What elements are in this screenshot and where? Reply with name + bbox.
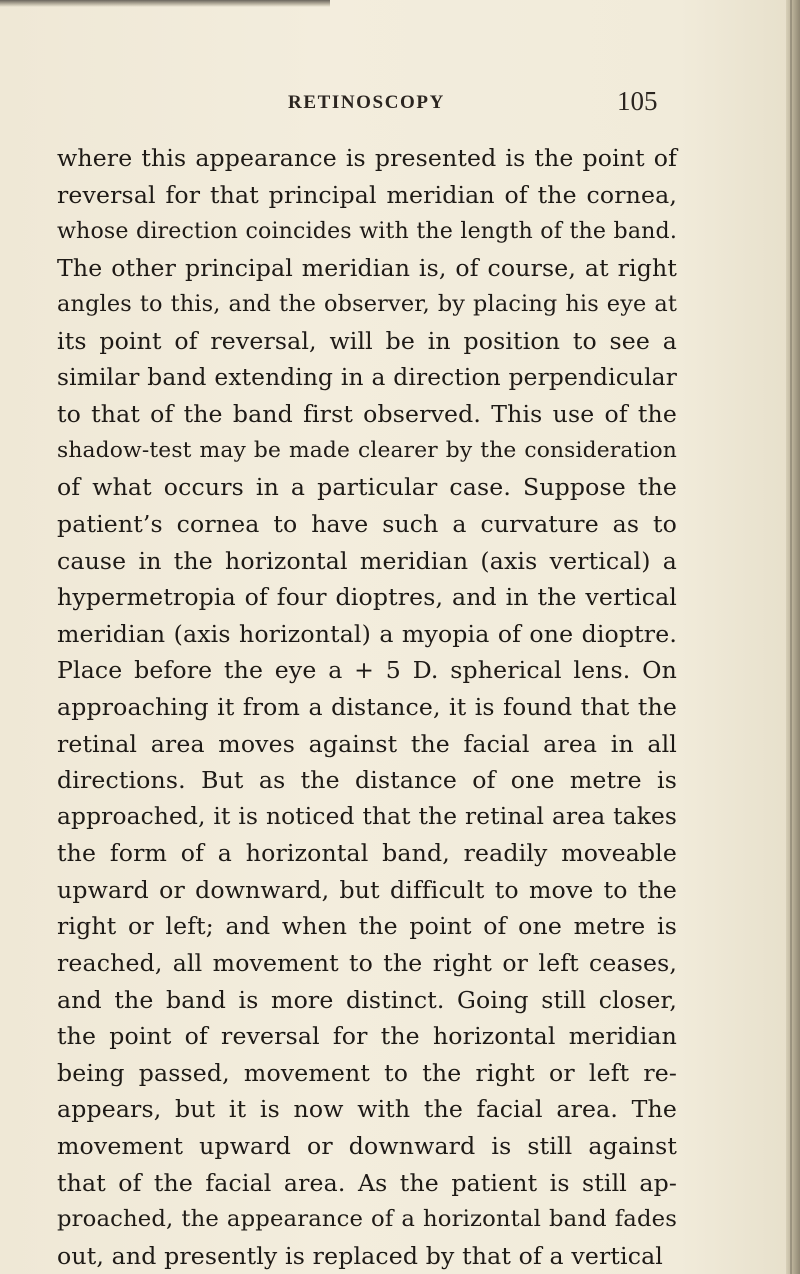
running-head: RETINOSCOPY: [288, 92, 445, 113]
text-line: hypermetropia of four dioptres, and in the vertical: [57, 583, 677, 612]
text-line: upward or downward, but difficult to move to the: [57, 875, 677, 904]
text-line: to that of the band first observed. This use of the: [57, 400, 677, 429]
text-line: cause in the horizontal meridian (axis vertical) a: [57, 546, 677, 575]
text-line: whose direction coincides with the length of the band.: [57, 218, 677, 245]
text-line: Place before the eye a + 5 D. spherical lens. On: [57, 656, 677, 685]
page-right-edge: [786, 0, 800, 1274]
text-line: approached, it is noticed that the retinal area takes: [57, 802, 677, 830]
page-number: 105: [617, 86, 658, 116]
text-line: the form of a horizontal band, readily moveable: [57, 839, 677, 868]
page-edge-line: [790, 0, 792, 1274]
text-line: shadow-test may be made clearer by the consideration: [57, 437, 677, 463]
text-line: meridian (axis horizontal) a myopia of one dioptre.: [57, 619, 677, 648]
text-line: proached, the appearance of a horizontal band fades: [57, 1206, 677, 1233]
text-line: movement upward or downward is still against: [57, 1132, 677, 1161]
text-line: appears, but it is now with the facial area. The: [57, 1095, 677, 1124]
text-line: its point of reversal, will be in position to see a: [57, 326, 677, 355]
text-line: reversal for that principal meridian of the cornea,: [57, 180, 677, 209]
body-text: [57, 140, 677, 1274]
text-line: patient’s cornea to have such a curvature as to: [57, 509, 677, 538]
text-line: similar band extending in a direction perpendicular: [57, 363, 677, 391]
text-line: that of the facial area. As the patient is still ap-: [57, 1168, 677, 1197]
text-line: where this appearance is presented is the point of: [57, 144, 677, 172]
text-line: right or left; and when the point of one metre is: [57, 912, 677, 941]
text-line: out, and presently is replaced by that of a vertical: [57, 1241, 663, 1270]
page-header: [0, 86, 800, 126]
text-line: the point of reversal for the horizontal meridian: [57, 1022, 677, 1051]
text-line: being passed, movement to the right or left re-: [57, 1058, 677, 1087]
text-line: reached, all movement to the right or left ceases,: [57, 949, 677, 978]
text-line: approaching it from a distance, it is found that the: [57, 692, 677, 721]
text-line: angles to this, and the observer, by placing his eye at: [57, 291, 677, 318]
page-top-shadow: [0, 0, 330, 7]
text-line: and the band is more distinct. Going still closer,: [57, 985, 677, 1014]
text-line: The other principal meridian is, of course, at right: [57, 253, 677, 282]
text-line: directions. But as the distance of one metre is: [57, 766, 677, 795]
text-line: retinal area moves against the facial area in all: [57, 729, 677, 758]
text-line: of what occurs in a particular case. Suppose the: [57, 473, 677, 502]
